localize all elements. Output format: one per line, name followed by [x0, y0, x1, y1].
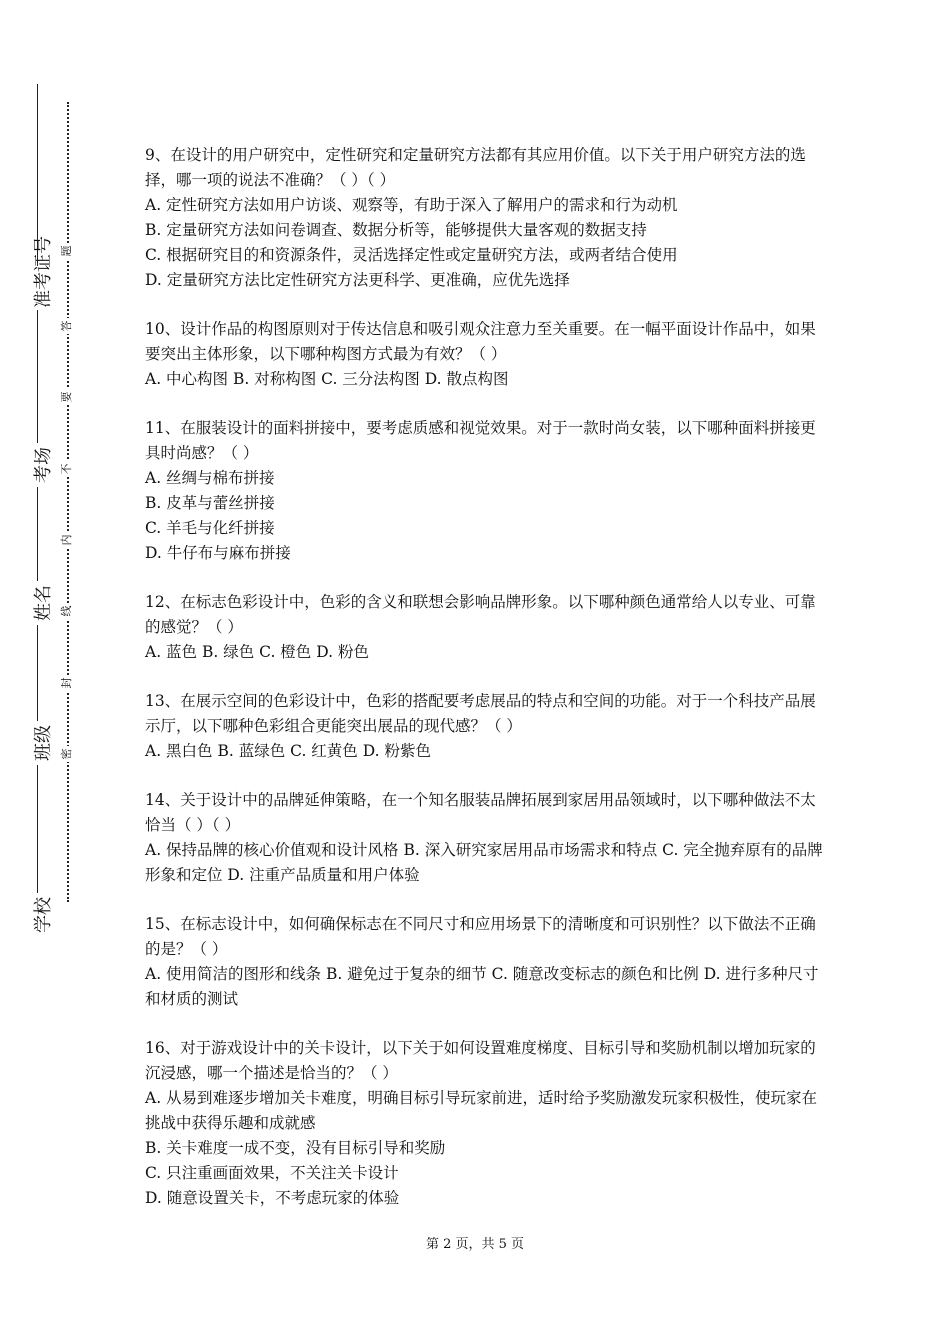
option: A. 定性研究方法如用户访谈、观察等，有助于深入了解用户的需求和行为动机 — [145, 196, 678, 214]
question-12 — [145, 590, 825, 665]
question-stem: 11、在服装设计的面料拼接中，要考虑质感和视觉效果。对于一款时尚女装，以下哪种面料拼接更具时尚感？（ ） — [145, 419, 816, 462]
option: D. 定量研究方法比定性研究方法更科学、更准确，应优先选择 — [145, 271, 570, 289]
option: A. 丝绸与棉布拼接 — [145, 469, 275, 487]
question-stem: 16、对于游戏设计中的关卡设计，以下关于如何设置难度梯度、目标引导和奖励机制以增加玩家的沉浸感，哪一个描述是恰当的？（ ） — [145, 1039, 816, 1082]
option: A. 从易到难逐步增加关卡难度，明确目标引导玩家前进，适时给予奖励激发玩家积极性，使玩家在挑战中获得乐趣和成就感 — [145, 1089, 818, 1132]
option: A. 蓝色 B. 绿色 C. 橙色 D. 粉色 — [145, 643, 369, 661]
option: D. 随意设置关卡，不考虑玩家的体验 — [145, 1189, 400, 1207]
seal-char: 不 — [60, 461, 74, 477]
question-15 — [145, 912, 825, 1012]
question-stem: 15、在标志设计中，如何确保标志在不同尺寸和应用场景下的清晰度和可识别性？以下做法不正确的是？（ ） — [145, 915, 816, 958]
name-label: 姓名 — [29, 581, 55, 625]
seal-char: 要 — [60, 389, 74, 405]
option: C. 羊毛与化纤拼接 — [145, 519, 275, 537]
binding-margin — [0, 0, 110, 1344]
question-13 — [145, 689, 825, 764]
option: A. 黑白色 B. 蓝绿色 C. 红黄色 D. 粉紫色 — [145, 742, 431, 760]
binding-dotted-line — [67, 102, 69, 902]
seal-char: 密 — [60, 746, 74, 762]
question-11 — [145, 416, 825, 566]
option: B. 关卡难度一成不变，没有目标引导和奖励 — [145, 1139, 446, 1157]
option: A. 保持品牌的核心价值观和设计风格 B. 深入研究家居用品市场需求和特点 C. 完全抛弃原有的品牌形象和定位 D. 注重产品质量和用户体验 — [145, 841, 823, 884]
option: B. 皮革与蕾丝拼接 — [145, 494, 275, 512]
seal-char: 答 — [60, 318, 74, 334]
option: C. 根据研究目的和资源条件，灵活选择定性或定量研究方法，或两者结合使用 — [145, 246, 678, 264]
seal-char: 封 — [60, 675, 74, 691]
seal-char: 内 — [60, 532, 74, 548]
option: B. 定量研究方法如问卷调查、数据分析等，能够提供大量客观的数据支持 — [145, 221, 647, 239]
exam-room-label: 考场 — [29, 443, 55, 487]
exam-number-label: 准考证号 — [29, 266, 55, 310]
seal-char: 题 — [60, 243, 74, 259]
option: D. 牛仔布与麻布拼接 — [145, 544, 291, 562]
question-10 — [145, 317, 825, 392]
question-stem: 10、设计作品的构图原则对于传达信息和吸引观众注意力至关重要。在一幅平面设计作品中，如果要突出主体形象，以下哪种构图方式最为有效？（ ） — [145, 320, 816, 363]
question-stem: 12、在标志色彩设计中，色彩的含义和联想会影响品牌形象。以下哪种颜色通常给人以专业、可靠的感觉？（ ） — [145, 593, 816, 636]
class-label: 班级 — [29, 721, 55, 765]
binding-solid-line — [37, 84, 38, 930]
question-16 — [145, 1036, 825, 1211]
question-stem: 14、关于设计中的品牌延伸策略，在一个知名服装品牌拓展到家居用品领域时，以下哪种做法不太恰当（ ）（ ） — [145, 791, 816, 834]
page-number: 第 2 页，共 5 页 — [425, 1237, 525, 1252]
option: C. 只注重画面效果，不关注关卡设计 — [145, 1164, 399, 1182]
school-label: 学校 — [29, 893, 55, 937]
question-9 — [145, 143, 825, 293]
seal-char: 线 — [60, 603, 74, 619]
question-stem: 9、在设计的用户研究中，定性研究和定量研究方法都有其应用价值。以下关于用户研究方法的选择，哪一项的说法不准确？（ ）（ ） — [145, 146, 806, 189]
option: A. 使用简洁的图形和线条 B. 避免过于复杂的细节 C. 随意改变标志的颜色和比例 D. 进行多种尺寸和材质的测试 — [145, 965, 819, 1008]
question-list — [145, 143, 825, 1235]
question-stem: 13、在展示空间的色彩设计中，色彩的搭配要考虑展品的特点和空间的功能。对于一个科技产品展示厅，以下哪种色彩组合更能突出展品的现代感？（ ） — [145, 692, 816, 735]
question-14 — [145, 788, 825, 888]
option: A. 中心构图 B. 对称构图 C. 三分法构图 D. 散点构图 — [145, 370, 509, 388]
